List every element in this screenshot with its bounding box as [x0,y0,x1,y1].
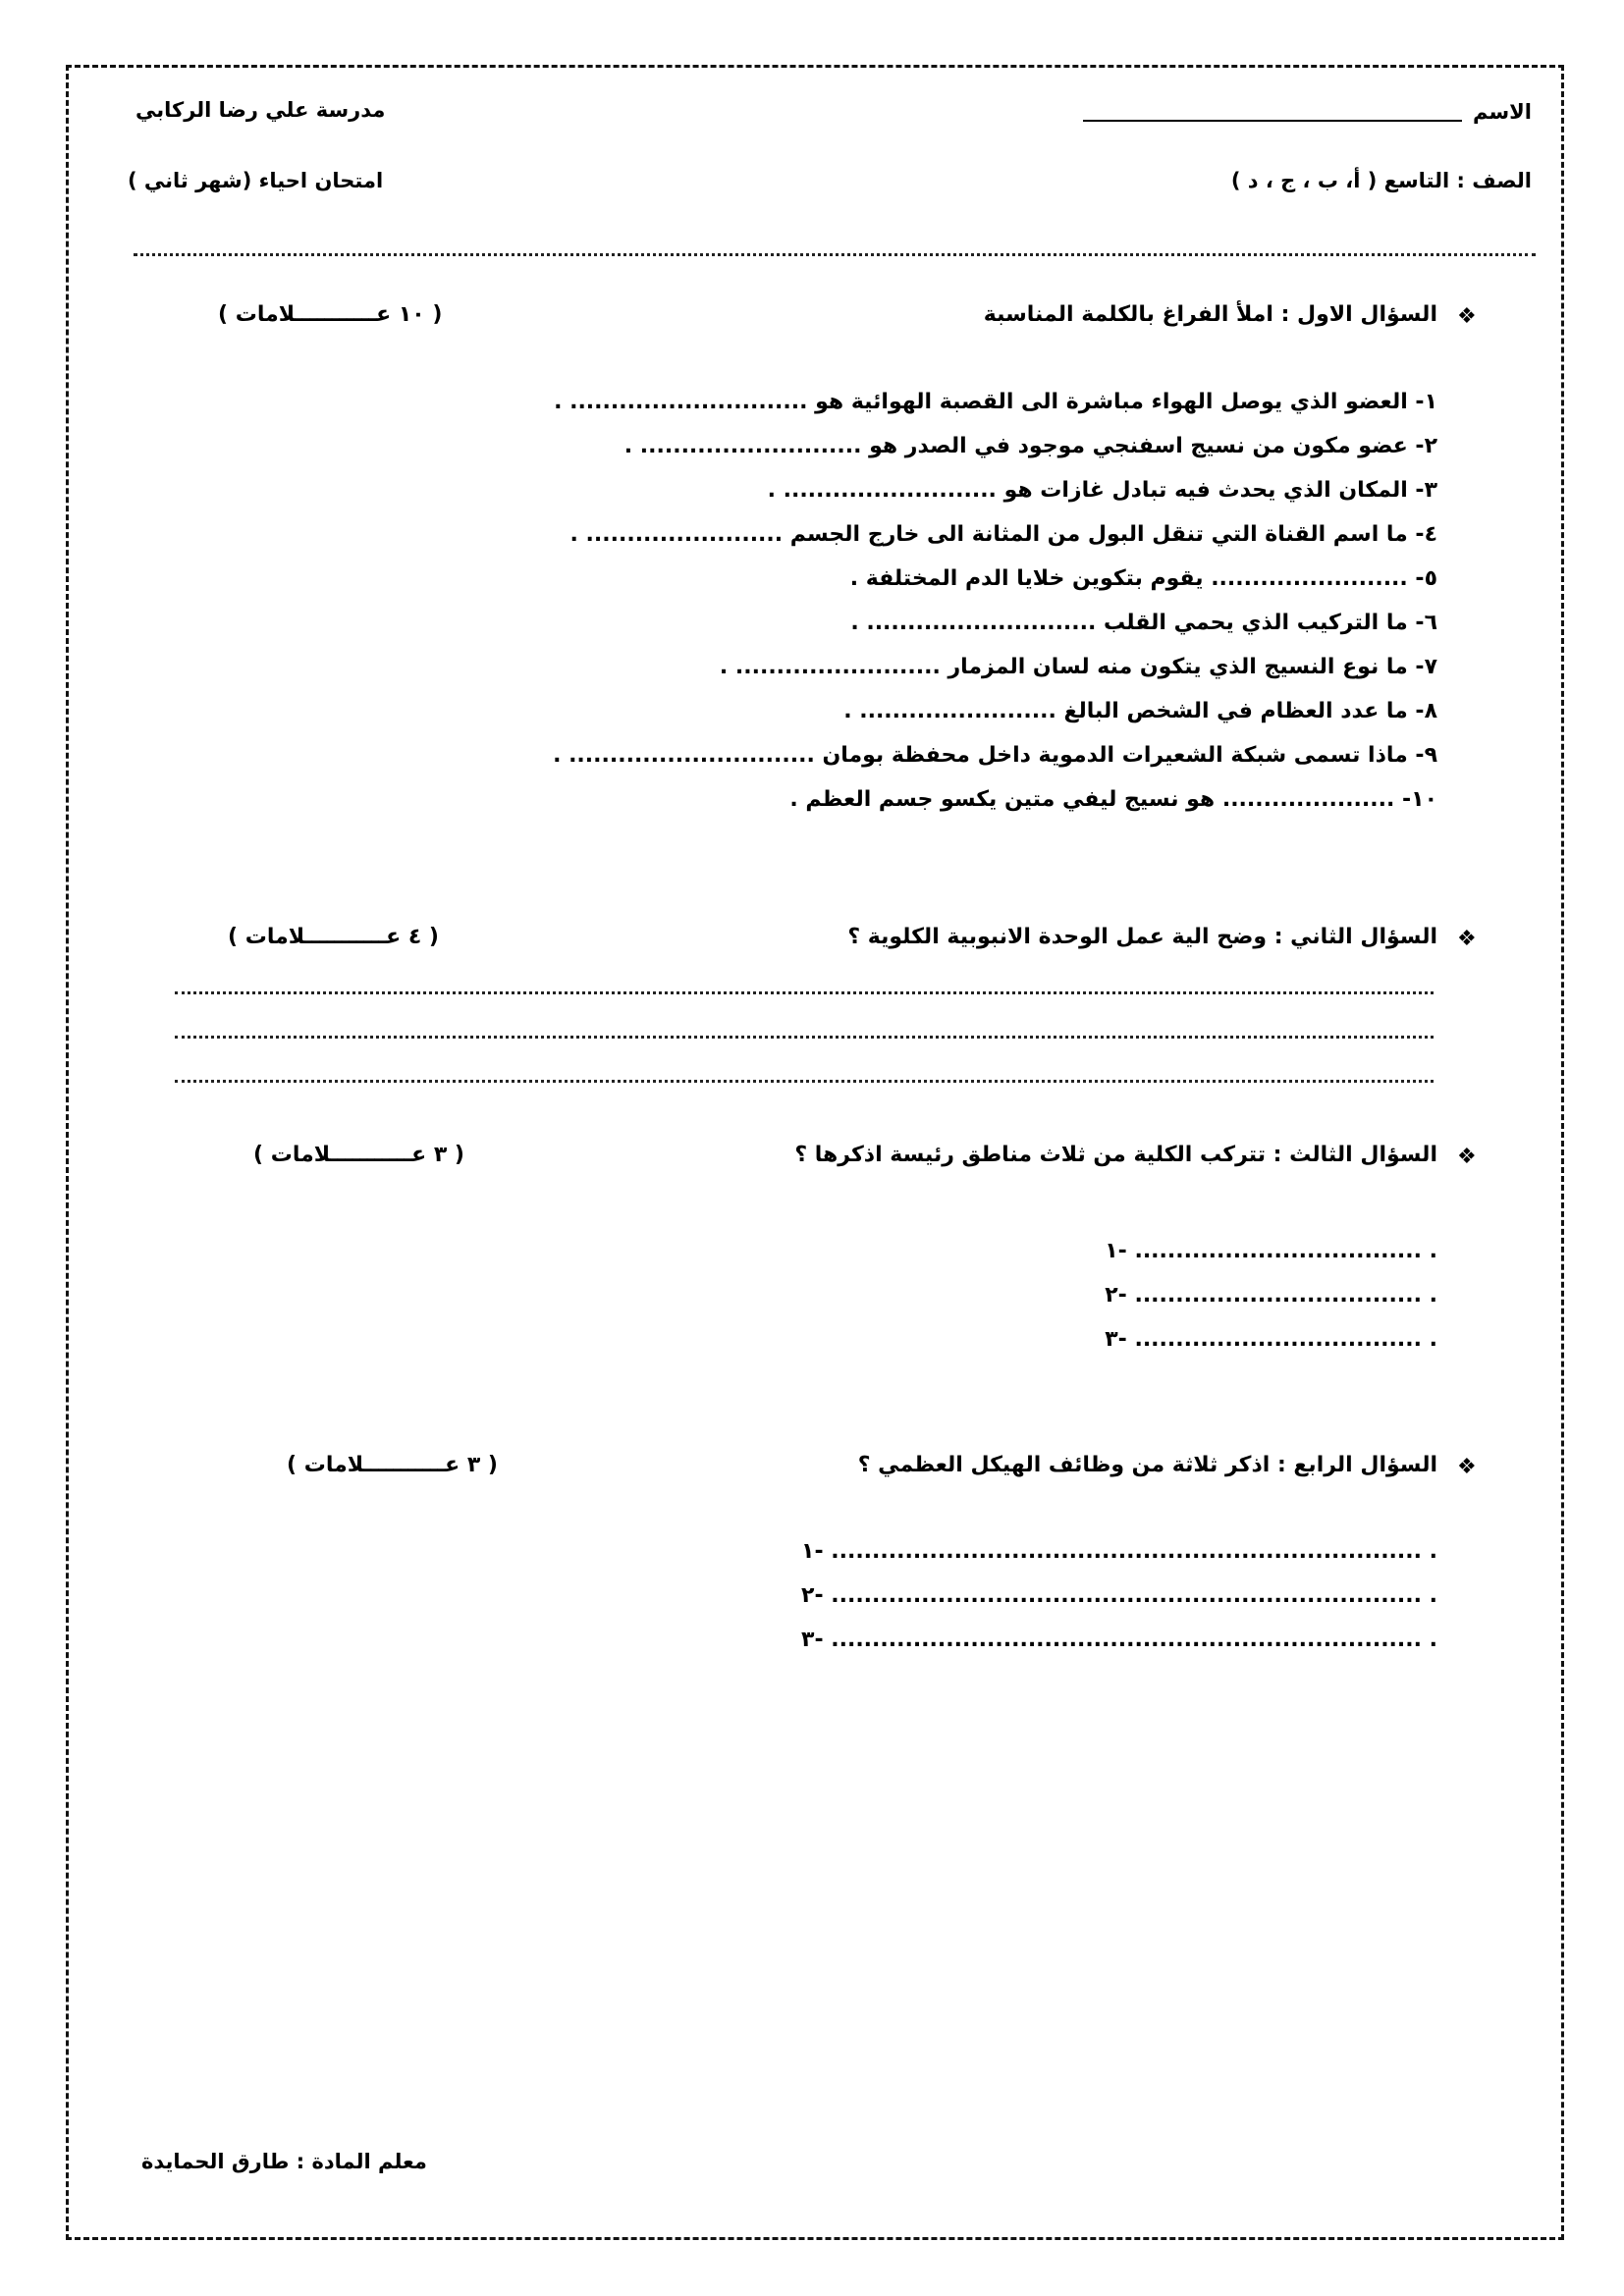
q1-item-2: ٢- عضو مكون من نسيج اسفنجي موجود في الصدر هو ........................... . [623,434,1437,458]
name-field-line [1083,120,1462,122]
q1-item-4: ٤- ما اسم القناة التي تنقل البول من المثانة الى خارج الجسم ........................ . [569,522,1437,547]
q1-title: السؤال الاول : املأ الفراغ بالكلمة المناسبة [983,302,1437,327]
q2-answer-line-3[interactable] [175,1080,1434,1083]
teacher-name: معلم المادة : طارق الحمايدة [141,2150,427,2173]
q1-item-5: ٥- ........................ يقوم بتكوين خلايا الدم المختلفة . [849,566,1437,591]
diamond-bullet-icon: ❖ [1457,1455,1477,1479]
q2-answer-line-2[interactable] [175,1036,1434,1039]
q2-title: السؤال الثاني : وضح الية عمل الوحدة الانبوبية الكلوية ؟ [847,925,1437,949]
q4-item-1: ١- ........................................................................ . [801,1539,1437,1564]
q3-item-3: ٣- ................................... . [1105,1327,1437,1352]
q1-marks: ( ١٠ عـــــــــــلامات ) [218,302,443,327]
diamond-bullet-icon: ❖ [1457,1145,1477,1169]
q1-item-6: ٦- ما التركيب الذي يحمي القلب ............................ . [850,611,1437,635]
q4-title: السؤال الرابع : اذكر ثلاثة من وظائف الهيكل العظمي ؟ [857,1453,1437,1477]
q1-item-10: ١٠- ..................... هو نسيج ليفي متين يكسو جسم العظم . [789,787,1437,812]
q2-answer-line-1[interactable] [175,991,1434,994]
q1-item-1: ١- العضو الذي يوصل الهواء مباشرة الى القصبة الهوائية هو ............................. . [554,390,1437,414]
q4-item-3: ٣- ........................................................................ . [801,1628,1437,1652]
q3-title: السؤال الثالث : تتركب الكلية من ثلاث مناطق رئيسة اذكرها ؟ [794,1143,1437,1167]
name-label: الاسم [1473,100,1532,124]
q3-marks: ( ٣ عـــــــــــلامات ) [253,1143,464,1167]
q4-marks: ( ٣ عـــــــــــلامات ) [287,1453,498,1477]
q1-item-3: ٣- المكان الذي يحدث فيه تبادل غازات هو .......................... . [767,478,1437,503]
q4-item-2: ٢- ........................................................................ . [801,1583,1437,1608]
header-separator [134,253,1536,256]
exam-title: امتحان احياء (شهر ثاني ) [128,169,384,192]
class-label: الصف : التاسع ( أ، ب ، ج ، د ) [1230,169,1532,192]
q3-item-2: ٢- ................................... . [1105,1283,1437,1308]
diamond-bullet-icon: ❖ [1457,927,1477,951]
diamond-bullet-icon: ❖ [1457,304,1477,329]
school-name: مدرسة علي رضا الركابي [135,98,386,122]
q2-marks: ( ٤ عـــــــــــلامات ) [228,925,439,949]
q1-item-7: ٧- ما نوع النسيج الذي يتكون منه لسان المزمار ......................... . [719,655,1437,679]
q1-item-8: ٨- ما عدد العظام في الشخص البالغ ........................ . [843,699,1437,723]
q3-item-1: ١- ................................... . [1105,1239,1437,1263]
q1-item-9: ٩- ماذا تسمى شبكة الشعيرات الدموية داخل محفظة بومان .............................. . [553,743,1437,768]
